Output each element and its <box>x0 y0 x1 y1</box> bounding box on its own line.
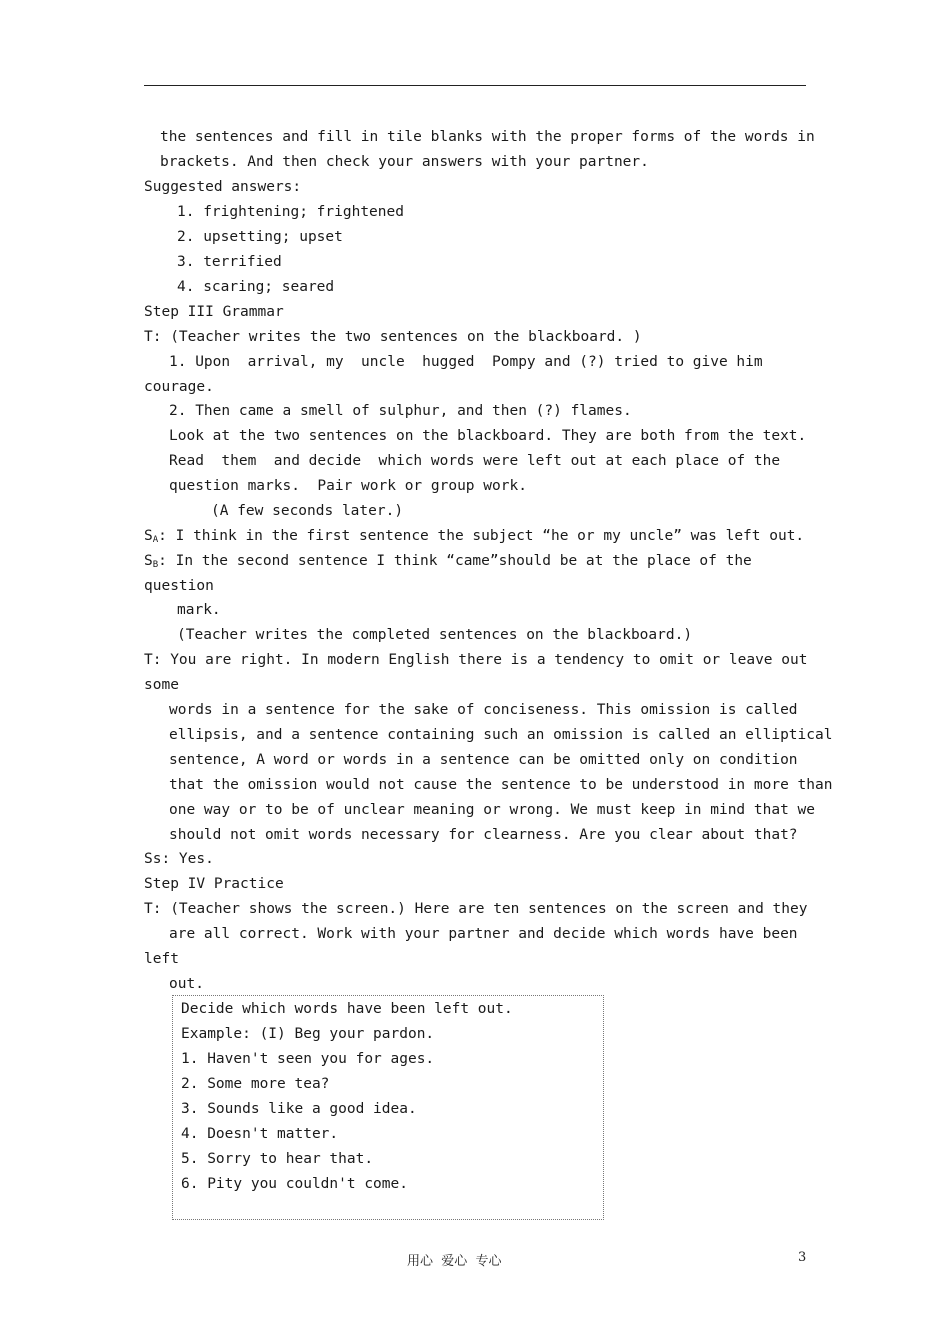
text-line: Read them and decide which words were left out at each place of the <box>169 453 781 469</box>
text-line: question <box>144 578 214 594</box>
exercise-item: 2. Some more tea? <box>181 1076 330 1092</box>
header-rule <box>144 85 806 86</box>
text-line: some <box>144 677 179 693</box>
text-line: sentence, A word or words in a sentence can be omitted only on condition <box>169 752 798 768</box>
text-line: T: (Teacher shows the screen.) Here are ten sentences on the screen and they <box>144 901 808 917</box>
exercise-example: Example: (I) Beg your pardon. <box>181 1026 435 1042</box>
text-line: 1. Upon arrival, my uncle hugged Pompy and (?) tried to give him <box>169 354 763 370</box>
answer-item: 4. scaring; seared <box>177 279 335 295</box>
exercise-item: 1. Haven't seen you for ages. <box>181 1051 435 1067</box>
exercise-item: 4. Doesn't matter. <box>181 1126 339 1142</box>
text-line: one way or to be of unclear meaning or wrong. We must keep in mind that we <box>169 802 816 818</box>
student-a-line <box>144 527 804 549</box>
exercise-instruction: Decide which words have been left out. <box>181 1001 513 1017</box>
text-line: question marks. Pair work or group work. <box>169 478 527 494</box>
text-line: Look at the two sentences on the blackboard. They are both from the text. <box>169 428 807 444</box>
text-line: T: (Teacher writes the two sentences on the blackboard. ) <box>144 329 642 345</box>
footer-motto: 用心 爱心 专心 <box>407 1254 502 1269</box>
text-line: should not omit words necessary for clearness. Are you clear about that? <box>169 827 798 843</box>
text-line: (A few seconds later.) <box>211 503 404 519</box>
answer-item: 1. frightening; frightened <box>177 204 404 220</box>
text-line: brackets. And then check your answers with your partner. <box>160 154 649 170</box>
text-line: Ss: Yes. <box>144 851 214 867</box>
text-line: ellipsis, and a sentence containing such an omission is called an elliptical <box>169 727 833 743</box>
text-line: left <box>144 951 179 967</box>
text-line: mark. <box>177 602 221 618</box>
text-line: the sentences and fill in tile blanks with the proper forms of the words in <box>160 129 815 145</box>
text-line: that the omission would not cause the sentence to be understood in more than <box>169 777 833 793</box>
text-line: out. <box>169 976 204 992</box>
exercise-item: 5. Sorry to hear that. <box>181 1151 374 1167</box>
student-b-line <box>144 552 752 574</box>
text-line: are all correct. Work with your partner and decide which words have been <box>169 926 798 942</box>
text-line: words in a sentence for the sake of conciseness. This omission is called <box>169 702 798 718</box>
speaker-s: S <box>144 528 153 544</box>
speaker-sub: B <box>152 560 159 570</box>
speaker-sub: A <box>152 535 159 545</box>
page-number: 3 <box>798 1250 807 1265</box>
answer-item: 2. upsetting; upset <box>177 229 343 245</box>
text-line: (Teacher writes the completed sentences on the blackboard.) <box>177 627 693 643</box>
step-heading: Step III Grammar <box>144 304 284 320</box>
exercise-item: 6. Pity you couldn't come. <box>181 1176 408 1192</box>
text-line: 2. Then came a smell of sulphur, and then (?) flames. <box>169 403 632 419</box>
text-line: Suggested answers: <box>144 179 302 195</box>
answer-item: 3. terrified <box>177 254 282 270</box>
text-line: T: You are right. In modern English there is a tendency to omit or leave out <box>144 652 808 668</box>
utterance: : I think in the first sentence the subject “he or my uncle” was left out. <box>158 528 805 544</box>
utterance: : In the second sentence I think “came”should be at the place of the <box>158 553 752 569</box>
step-heading: Step IV Practice <box>144 876 284 892</box>
exercise-item: 3. Sounds like a good idea. <box>181 1101 417 1117</box>
text-line: courage. <box>144 379 214 395</box>
speaker-s: S <box>144 553 153 569</box>
